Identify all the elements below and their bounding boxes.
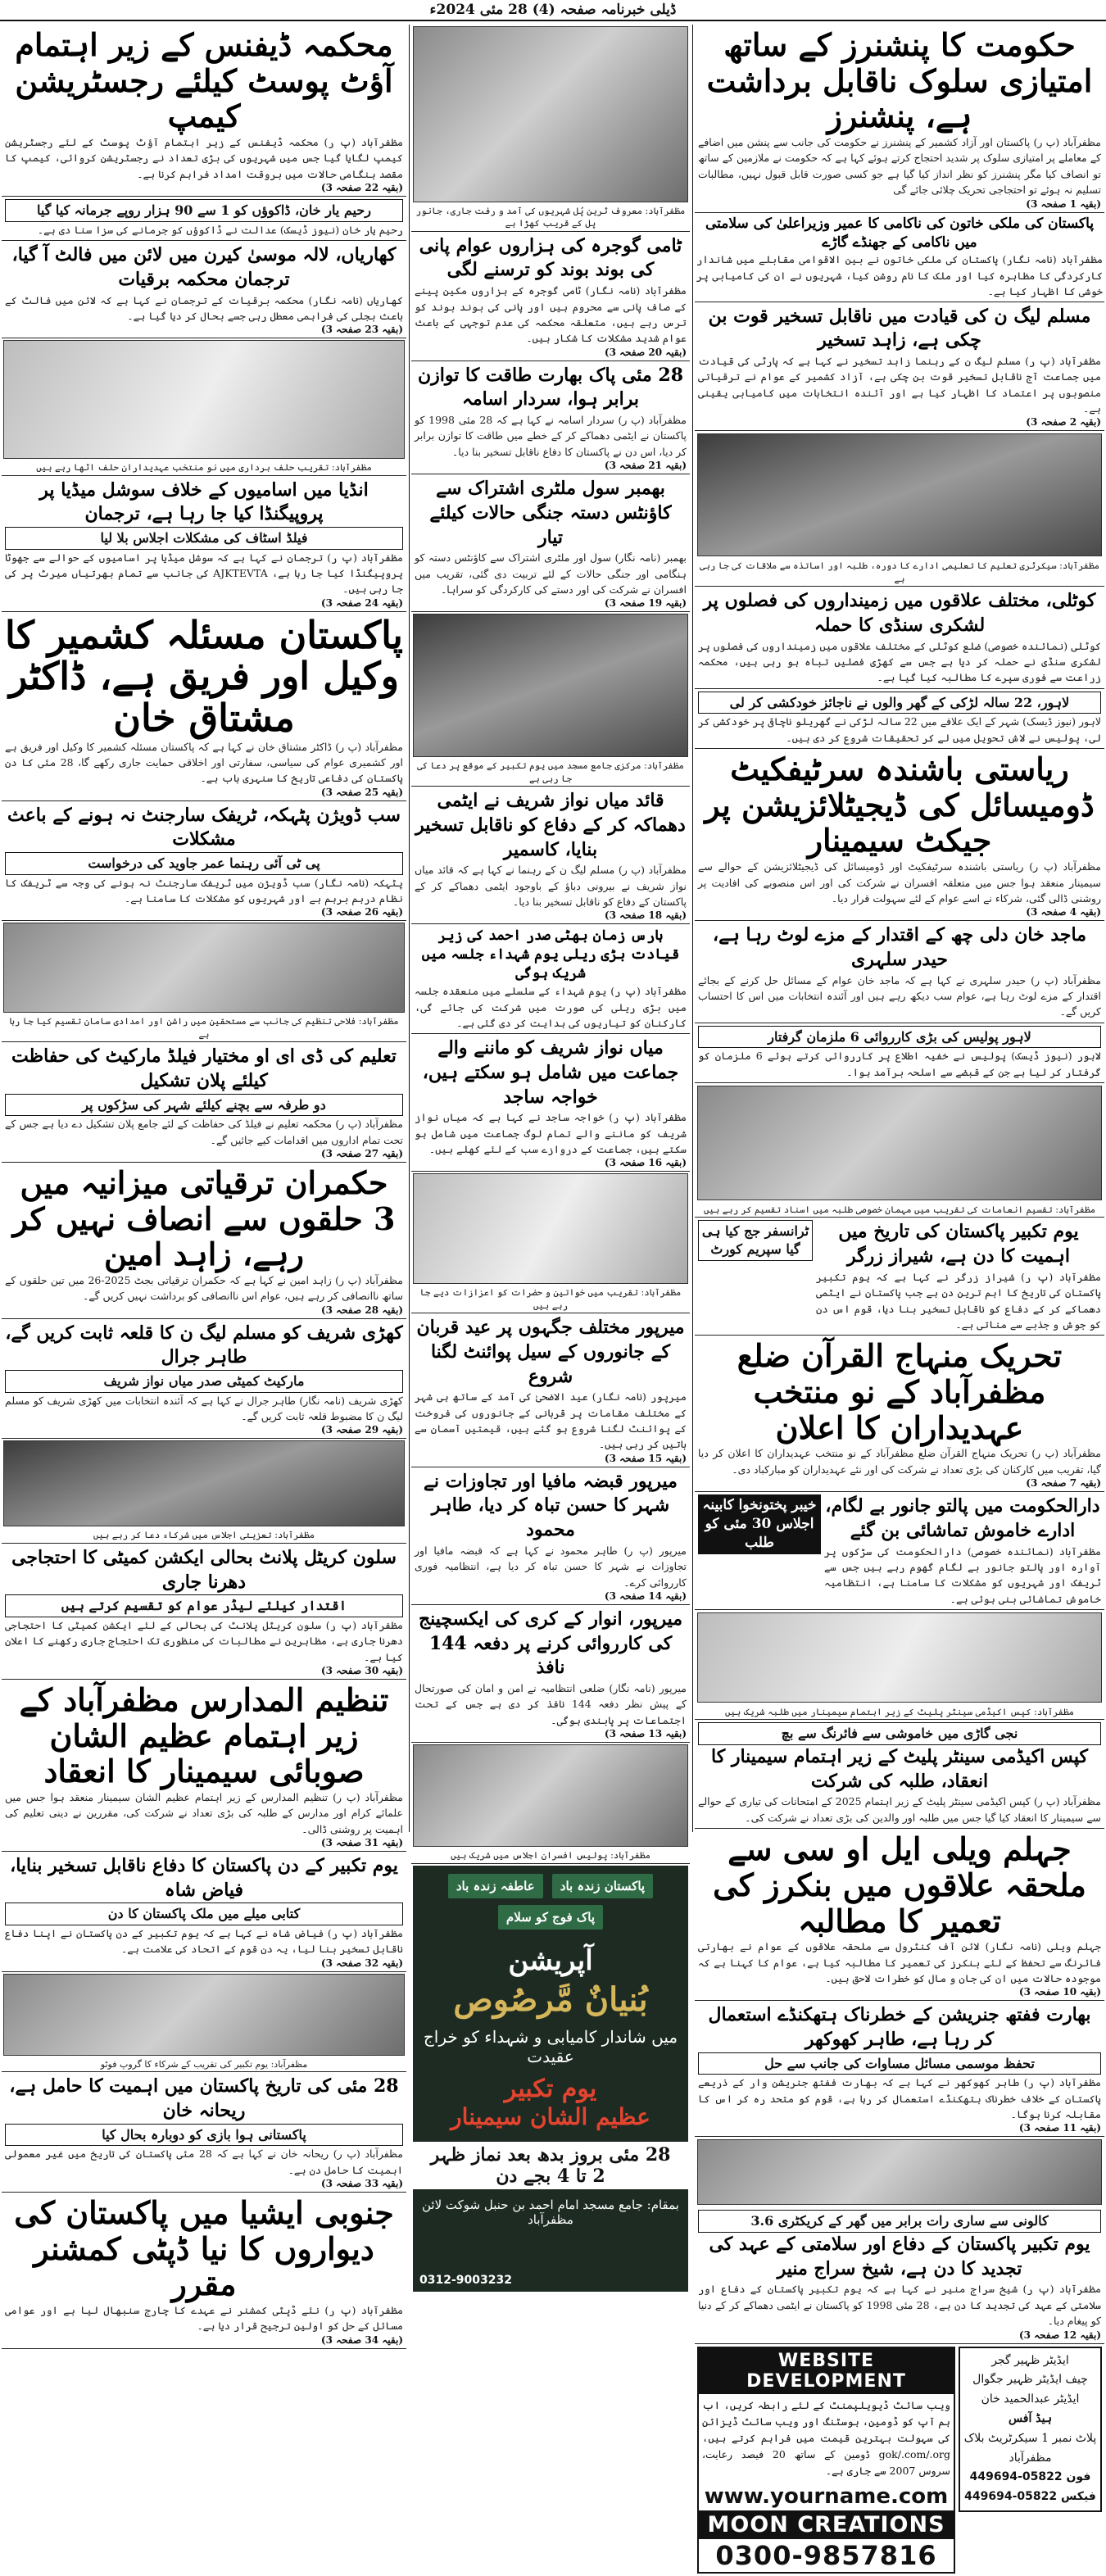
- headline: تحریک منہاج القرآن ضلع مظفرآباد کے نو منتخب عہدیداران کا اعلان: [737, 1337, 1063, 1446]
- headline: تنظیم المدارس مظفرآباد کے زیر اہتمام عظیم الشان صوبائی سیمینار کا انعقاد: [19, 1680, 389, 1790]
- headline: تعلیم کی ڈی ای او مختیار فیلڈ مارکیٹ کی حفاظت کیلئے پلان تشکیل: [11, 1045, 397, 1091]
- story-fifth-gen: [695, 2001, 1104, 2137]
- headline: 28 مئی کی تاریخ پاکستان میں اہمیت کا حامل ہے، ریحانہ خان: [9, 2075, 399, 2121]
- headline: کوٹلی، مختلف علاقوں میں زمینداروں کی فصلوں پر لشکری سنڈی کا حملہ: [703, 590, 1096, 636]
- story-block: [695, 213, 1104, 302]
- headline: ہارس زمان بھٹی صدر احمد کی زیر قیادت بڑی ریلی یوم شہداء جلسہ میں شریک ہوگی: [421, 927, 680, 982]
- imprint-line: پلاٹ نمبر 1 سیکرٹریٹ بلاک مظفرآباد: [963, 2431, 1097, 2465]
- headline: ماجد خان دلی چھ کے اقتدار کے مزے لوٹ رہا ہے، حیدر سلہری: [713, 924, 1086, 970]
- continued-note: (بقیہ 33 صفحہ 3): [320, 2177, 403, 2189]
- headline: کپس اکیڈمی سینٹر پلیٹ کے زیر اہتمام سیمینار کا انعقاد، طلبہ کی شرکت: [711, 1746, 1088, 1792]
- continued-note: (بقیہ 25 صفحہ 3): [320, 786, 403, 798]
- side-headline: نجی گاڑی میں خاموشی سے فائرنگ سے بچ: [698, 1722, 1101, 1745]
- side-headline: تحفظ موسمی مسائل مساوات کی جانب سے حل: [698, 2052, 1101, 2075]
- story-rally: [411, 924, 690, 1034]
- story-body: مظفرآباد (پ ر) تنظیم المدارس کے زیر اہتمام عظیم الشان سیمینار منعقد ہوا جس میں علمائے کرام اور مدارس کے طلبہ کی بڑی تعداد نے شرکت کی، مقررین نے دینی تعلیم کی اہمیت پر روشنی ڈالی۔: [5, 1790, 403, 1835]
- story-body: مظفرآباد (پ ر) مسلم لیگ ن کے رہنما نے کہا ہے کہ قائد میاں نواز شریف نے بیرونی دباؤ کے باوجود ایٹمی دھماکے کر کے پاکستان کے دفاع کو ناقابل تسخیر بنا دیا۔: [415, 864, 687, 908]
- story-body: مظفرآباد (پ ر) مسلم لیگ ن کے رہنما زاہد تسخیر نے کہا ہے کہ پارٹی کی قیادت میں جماعت آج ناقابل تسخیر قوت بن چکی ہے، آزاد کشمیر کے عوام نے ترقیاتی منصوبوں پر اعتماد کا اظہار کیا ہے اور آئندہ انتخابات میں کامیابی یقینی ہے۔: [698, 354, 1101, 415]
- continued-note: (بقیہ 4 صفحہ 3): [1026, 906, 1101, 918]
- photo-caption: مظفرآباد: تعزیتی اجلاس میں شرکاء دعا کر رہے ہیں: [2, 1528, 406, 1543]
- continued-note: (بقیہ 30 صفحہ 3): [320, 1664, 403, 1676]
- photo-caption: مظفرآباد: تقسیم انعامات کی تقریب میں مہمان خصوصی طلبہ میں اسناد تقسیم کر رہے ہیں: [695, 1203, 1104, 1218]
- ad-slogan: عاطفہ زندہ باد: [448, 1874, 543, 1898]
- side-headline: فیلڈ اسٹاف کی مشکلات اجلاس بلا لیا: [5, 527, 403, 550]
- continued-note: (بقیہ 13 صفحہ 3): [604, 1728, 687, 1740]
- story-body: مظفرآباد (پ ر) زاہد امین نے کہا ہے کہ حکمران ترقیاتی بجٹ 2025-26 میں تین حلقوں کے ساتھ ناانصافی کر رہے ہیں، عوام اس ناانصافی کو برداشت نہیں کریں گے۔: [5, 1273, 403, 1303]
- headline: حکمران ترقیاتی میزانیہ میں 3 حلقوں سے انصاف نہیں کر رہے، زاہد امین: [12, 1163, 396, 1273]
- continued-note: (بقیہ 2 صفحہ 3): [1026, 416, 1101, 429]
- story-zahid-amin: [2, 1163, 406, 1319]
- continued-note: (بقیہ 24 صفحہ 3): [320, 596, 403, 609]
- headline: یوم تکبیر پاکستان کے دفاع اور سلامتی کے عہد کی تجدید کا دن ہے، شیخ سراج منیر: [709, 2234, 1090, 2279]
- headline: حکومت کا پنشنرز کے ساتھ امتیازی سلوک ناقابل برداشت ہے، پنشنرز: [706, 26, 1093, 135]
- story-body: میرپور (نامہ نگار) ضلعی انتظامیہ نے امن و امان کی صورتحال کے پیش نظر دفعہ 144 نافذ کر دی ہے جس کے تحت اجتماعات پر پابندی ہوگی۔: [415, 1682, 687, 1726]
- story-body: مظفرآباد (پ ر) خواجہ ساجد نے کہا ہے کہ میاں نواز شریف کو ماننے والے تمام لوگ جماعت میں شامل ہو سکتے ہیں، جماعت کے دروازے سب کے لئے کھلے ہیں۔: [415, 1111, 687, 1156]
- story-zahid: [695, 302, 1104, 432]
- headline: لاہور، 22 سالہ لڑکی کے گھر والوں نے ناجائز خودکشی کر لی: [698, 692, 1101, 714]
- story-body: مظفرآباد (پ ر) سردار اسامہ نے کہا ہے کہ 28 مئی 1998 کو پاکستان نے ایٹمی دھماکے کر کے خطے میں طاقت کا توازن برابر کر دیا، اس دن نے پاکستان کا دفاع ناقابل تسخیر بنا دیا۔: [415, 414, 687, 458]
- story-kips: [695, 1720, 1104, 1829]
- continued-note: (بقیہ 34 صفحہ 3): [320, 2333, 403, 2346]
- ad-operation-label: آپریشن: [508, 1943, 593, 1977]
- headline: سب ڈویژن پٹہکہ، ٹریفک سارجنٹ نہ ہونے کے باعث مشکلات: [7, 804, 401, 850]
- ad-phone: 0300-9857816: [715, 2539, 937, 2571]
- story-madaris: [2, 1680, 406, 1852]
- headline: انڈیا میں اسامیوں کے خلاف سوشل میڈیا پر پروپیگنڈا کیا جا رہا ہے، ترجمان: [39, 478, 369, 525]
- continued-note: (بقیہ 10 صفحہ 3): [1018, 1986, 1101, 1998]
- side-headline: اقتدار کیلئے لیڈر عوام کو تقسیم کرتے ہیں: [5, 1594, 403, 1617]
- story-body: مظفرآباد (پ ر) فیاض شاہ نے کہا ہے کہ یوم تکبیر کے دن پاکستان نے اپنا دفاع ناقابل تسخیر بنا لیا، یہ دن قوم کے اتحاد کی علامت ہے۔: [5, 1927, 403, 1956]
- story-body: مظفرآباد (پ ر) ترجمان نے کہا ہے کہ سوشل میڈیا پر اسامیوں کے حوالے سے جھوٹا پروپیگنڈا کیا جا رہا ہے، AJKTEVTA کی جانب سے تمام بھرتیاں میرٹ پر کی جا رہی ہیں۔: [5, 551, 403, 596]
- column-rule: [409, 25, 410, 1832]
- photo-caption: مظفرآباد: فلاحی تنظیم کی جانب سے مستحقین میں راشن اور امدادی سامان تقسیم کیا جا رہا ہے: [2, 1014, 406, 1042]
- continued-note: (بقیہ 29 صفحہ 3): [320, 1424, 403, 1436]
- ad-url: www.yourname.com: [704, 2483, 949, 2509]
- headline: بھمبر سول ملٹری اشتراک سے کاؤنٹس دستہ جنگی حالات کیلئے تیار: [429, 478, 672, 548]
- story-bunkers: [695, 1829, 1104, 2001]
- left-column: [2, 25, 406, 2346]
- story-shiraz: [695, 1218, 1104, 1336]
- headline: میرپور مختلف جگہوں پر عید قربان کے جانوروں کے سیل پوائنٹ لگنا شروع: [416, 1317, 685, 1387]
- story-body: جہلم ویلی (نامہ نگار) لائن آف کنٹرول سے ملحقہ علاقوں کے عوام نے بھارتی فائرنگ سے تحفظ کے لئے بنکرز کی تعمیر کا مطالبہ کیا ہے، عوام کا کہنا ہے کہ موجودہ حالات میں ان کی جان و مال کو خطرات لاحق ہیں۔: [698, 1940, 1101, 1984]
- headline: رحیم یار خان، ڈاکوؤں کو 1 سے 90 ہزار روپے جرمانہ کیا گیا: [5, 199, 403, 222]
- story-body: کوٹلی (نمائندہ خصوصی) ضلع کوٹلی کے مختلف علاقوں میں زمینداروں کی فصلوں پر لشکری سنڈی نے حملہ کر دیا ہے جس سے کھڑی فصلیں تباہ ہو رہی ہیں، محکمہ زراعت سے فوری سپرے کا مطالبہ کیا گیا ہے۔: [698, 639, 1101, 684]
- story-rehana: [2, 2072, 406, 2193]
- story-ajktevta: [2, 476, 406, 612]
- story-body: لاہور (نیوز ڈیسک) شہر کے ایک علاقے میں 22 سالہ لڑکی نے گھریلو ناچاقی پر خودکشی کر لی، پولیس نے لاش تحویل میں لے کر تحقیقات شروع کر دی ہیں۔: [698, 715, 1101, 744]
- headline: مسلم لیگ ن کی قیادت میں ناقابل تسخیر قوت بن چکی ہے، زاہد تسخیر: [708, 305, 1091, 351]
- story-mushtaq: [2, 612, 406, 801]
- story-mirpur-eid: [411, 1313, 690, 1467]
- news-photo: [3, 923, 405, 1013]
- story-body: پٹہکہ (نامہ نگار) سب ڈویژن میں ٹریفک سارجنٹ نہ ہونے کی وجہ سے ٹریفک کا نظام درہم برہم ہے اور شہریوں کو مشکلات کا سامنا ہے۔: [5, 876, 403, 905]
- side-headline: کتابی میلے میں ملک پاکستان کا دن: [5, 1903, 403, 1925]
- story-lahore-girl: [695, 689, 1104, 749]
- story-section144: [411, 1605, 690, 1743]
- story-body: مظفرآباد (نامہ نگار) پاکستان کی ملکی خاتون نے بین الاقوامی مقابلے میں شاندار کارکردگی کا مظاہرہ کیا اور ملک کا نام روشن کیا، شہریوں نے ان کی کامیابی پر خوشی کا اظہار کیا ہے۔: [696, 253, 1103, 298]
- story-body: میرپور (پ ر) طاہر محمود نے کہا ہے کہ قبضہ مافیا اور تجاوزات نے شہر کا حسن تباہ کر دیا ہے، انتظامیہ فوری کارروائی کرے۔: [415, 1544, 687, 1589]
- story-khawaja: [411, 1034, 690, 1172]
- continued-note: (بقیہ 21 صفحہ 3): [604, 460, 687, 472]
- headline: پاکستان کی ملکی خاتون کی ناکامی کا عمیر وزیراعلیٰ کی سلامتی میں ناکامی کے جھنڈے گاڑے: [705, 215, 1095, 251]
- imprint-line: ہیڈ آفس: [1008, 2411, 1053, 2425]
- seminar-advert: [413, 1866, 688, 2292]
- imprint-line: ایڈیٹر عبدالحمید خان: [981, 2392, 1080, 2406]
- story-mirpur-mafia: [411, 1467, 690, 1605]
- side-headline: دو طرفہ سے بچنے کیلئے شہر کی سڑکوں پر: [5, 1094, 403, 1117]
- headline: سلون کریٹل پلانٹ بحالی ایکشن کمیٹی کا احتجاجی دھرنا جاری: [11, 1546, 397, 1593]
- imprint-line: ایڈیٹر ظہیر گجر: [991, 2353, 1069, 2367]
- story-body: لاہور (نیوز ڈیسک) پولیس نے خفیہ اطلاع پر کارروائی کرتے ہوئے 6 ملزمان کو گرفتار کر لیا ہے جن کے قبضے سے اسلحہ برآمد ہوا۔: [698, 1050, 1101, 1078]
- news-photo: [3, 1974, 405, 2056]
- news-photo: [697, 1612, 1102, 1703]
- column-rule: [692, 25, 693, 1832]
- news-photo: [413, 1744, 688, 1847]
- continued-note: (بقیہ 31 صفحہ 3): [320, 1837, 403, 1849]
- story-tahir-jarral: [2, 1319, 406, 1440]
- page-header: ڈیلی خبرنامہ صفحہ (4) 28 مئی 2024ء: [0, 0, 1106, 21]
- story-body: مظفرآباد (پ ر) محکمہ ڈیفنس کے زیر اہتمام آؤٹ پوسٹ کے لئے رجسٹریشن کیمپ لگایا گیا جس میں شہریوں کی بڑی تعداد نے رجسٹریشن کروائی، کیمپ کا مقصد ہنگامی حالات میں بروقت امداد فراہم کرنا ہے۔: [5, 136, 403, 180]
- headline: 28 مئی پاک بھارت طاقت کا توازن برابر ہوا، سردار اسامہ: [417, 364, 684, 410]
- continued-note: (بقیہ 18 صفحہ 3): [604, 909, 687, 922]
- story-domicile: [695, 749, 1104, 921]
- news-photo: [697, 2139, 1102, 2205]
- story-body: بھمبر (نامہ نگار) سول اور ملٹری اشتراک سے کاؤنٹس دستہ کو ہنگامی اور جنگی حالات کے لئے تربیت دی گئی، تقریب میں افسران نے شرکت کی اور دستے کی کارکردگی کو سراہا۔: [415, 551, 687, 596]
- news-photo: [413, 1173, 688, 1284]
- story-body: مظفرآباد (پ ر) پاکستان اور آزاد کشمیر کے پنشنرز نے حکومت کی جانب سے پنشن میں اضافے کے معاملے پر امتیازی سلوک پر شدید احتجاج کرتے ہوئے کہا ہے کہ حکومت نے ملازمین کے ساتھ تو انصاف کیا مگر پنشنرز کو نظر انداز کیا گیا ہے جو کسی صورت قابل قبول نہیں، مطالبات تسلیم نہ ہوئے تو احتجاجی تحریک چلائی جائے گی: [698, 136, 1101, 197]
- continued-note: (بقیہ 16 صفحہ 3): [604, 1157, 687, 1169]
- ad-body: ویب سائٹ ڈیویلپمنٹ کے لئے رابطہ کریں، اب ہم آپ کو ڈومین، ہوسٹنگ اور ویب سائٹ ڈیزائن کی سہولت بہترین قیمت میں فراہم کرتے ہیں، gok/.com/.org ڈومین کے ساتھ 20 فیصد رعایت، سروس 2007 سے جاری ہے۔: [702, 2398, 951, 2477]
- side-headline: خیبر پختونخوا کابینہ اجلاس 30 مئی کو طلب: [698, 1494, 821, 1554]
- continued-note: (بقیہ 19 صفحہ 3): [604, 597, 687, 610]
- story-education: [2, 1042, 406, 1163]
- story-body: مظفرآباد (پ ر) تحریک منہاج القرآن ضلع مظفرآباد کے نو منتخب عہدیداران کا اعلان کر دیا گیا، تقریب میں کارکنان کی بڑی تعداد نے شرکت کی اور نئے عہدیداران کو مبارکباد دی۔: [698, 1447, 1101, 1476]
- continued-note: (بقیہ 22 صفحہ 3): [320, 182, 403, 194]
- ad-tribute: میں شاندار کامیابی و شہداء کو خراج عقیدت: [423, 2026, 678, 2066]
- ad-slogan: پاک فوج کو سلام: [498, 1905, 603, 1930]
- continued-note: (بقیہ 1 صفحہ 3): [1026, 197, 1101, 210]
- continued-note: (بقیہ 15 صفحہ 3): [604, 1452, 687, 1464]
- imprint-box: [959, 2347, 1102, 2512]
- right-column: [695, 25, 1104, 2571]
- photo-caption: مظفرآباد: تقریب حلف برداری میں نو منتخب عہدیداران حلف اٹھا رہے ہیں: [2, 460, 406, 475]
- news-photo: [697, 433, 1102, 556]
- story-body: مظفرآباد (پ ر) ڈاکٹر مشتاق خان نے کہا ہے کہ پاکستان مسئلہ کشمیر کا وکیل اور فریق ہے اور کشمیری عوام کی سیاسی، سفارتی اور اخلاقی حمایت جاری رکھے گا، 28 مئی کا دن پاکستان کی دفاعی تاریخ کا سنہری باب ہے۔: [5, 740, 403, 785]
- news-photo: [3, 1440, 405, 1526]
- story-body: مظفرآباد (نمائندہ خصوصی) دارالحکومت کی سڑکوں پر آوارہ اور پالتو جانور بے لگام گھوم رہے ہیں جس سے ٹریفک اور شہریوں کو مشکلات کا سامنا ہے، انتظامیہ خاموش تماشائی بنی ہوئی ہے۔: [824, 1544, 1101, 1605]
- story-minhaj: [695, 1336, 1104, 1492]
- ad-venue: بمقام: جامع مسجد امام احمد بن حنبل شوکت لائن مظفرآباد: [422, 2197, 679, 2227]
- photo-caption: مظفرآباد: تقریب میں خواتین و حضرات کو اعزازات دیے جا رہے ہیں: [411, 1286, 690, 1313]
- side-headline: ٹرانسفر جج کیا ہی گیا سپریم کورٹ: [698, 1220, 813, 1260]
- photo-caption: مظفرآباد: کپس اکیڈمی سینٹر پلیٹ کے زیر اہتمام سیمینار میں طلبہ شریک ہیں: [695, 1705, 1104, 1720]
- news-photo: [3, 340, 405, 459]
- continued-note: (بقیہ 20 صفحہ 3): [604, 346, 687, 358]
- story-water: [411, 232, 690, 361]
- photo-caption: مظفرآباد: پولیس افسران اجلاس میں شریک ہیں: [411, 1848, 690, 1863]
- imprint-line: چیف ایڈیٹر ظہیر جگوال: [972, 2373, 1088, 2387]
- ad-slogan: پاکستان زندہ باد: [552, 1874, 653, 1898]
- story-traffic: [2, 801, 406, 922]
- story-body: مظفرآباد (پ ر) ریحانہ خان نے کہا ہے کہ 28 مئی پاکستان کی تاریخ میں غیر معمولی اہمیت کا حامل دن ہے۔: [5, 2147, 403, 2176]
- continued-note: (بقیہ 14 صفحہ 3): [604, 1590, 687, 1602]
- story-nawaz: [411, 787, 690, 924]
- fax-number: فیکس 05822-449694: [964, 2490, 1096, 2504]
- story-salon-plant: [2, 1544, 406, 1680]
- story-siraj: [695, 2207, 1104, 2343]
- middle-column: [411, 25, 690, 2287]
- continued-note: (بقیہ 11 صفحہ 3): [1018, 2122, 1101, 2134]
- headline: جہلم ویلی ایل او سی سے ملحقہ علاقوں میں بنکرز کی تعمیر کا مطالبہ: [713, 1830, 1086, 1939]
- side-headline: پی ٹی آئی رہنما عمر جاوید کی درخواست: [5, 852, 403, 875]
- story-body: مظفرآباد (پ ر) یوم شہداء کے سلسلے میں منعقدہ جلسہ میں بڑی ریلی کی صورت میں شرکت کی جائے گی، کارکنان کو تیاریوں کی ہدایت کر دی گئی ہے۔: [415, 985, 687, 1029]
- story-animals: [695, 1492, 1104, 1610]
- story-pensioners: [695, 25, 1104, 213]
- story-body: رحیم یار خان (نیوز ڈیسک) عدالت نے ڈاکوؤں کو جرمانے کی سزا سنا دی ہے۔: [37, 223, 403, 236]
- headline: جنوبی ایشیا میں پاکستان کی دیواروں کا نیا ڈپٹی کمشنر مقرر: [14, 2193, 394, 2303]
- ad-operation-name: بُنیانٌ مَّرصُوص: [453, 1980, 648, 2019]
- ad-event-title: یوم تکبیر: [504, 2074, 597, 2103]
- story-body: مظفرآباد (پ ر) سلون کریٹل پلانٹ کی بحالی کے لئے ایکشن کمیٹی کا احتجاجی دھرنا جاری ہے، مظاہرین نے مطالبات کی منظوری تک احتجاج جاری رکھنے کا اعلان کیا ہے۔: [5, 1618, 403, 1663]
- story-body: مظفرآباد (پ ر) ریاستی باشندہ سرٹیفکیٹ اور ڈومیسائل کی ڈیجیٹلائزیشن کے حوالے سے سیمینار منعقد ہوا جس میں متعلقہ افسران نے شرکت کی اور اس منصوبے کی افادیت پر روشنی ڈالی گئی، شرکاء نے اسے عوام کے لئے سہولت قرار دیا۔: [698, 860, 1101, 905]
- photo-caption: مظفرآباد: یوم تکبیر کی تقریب کے شرکاء کا گروپ فوٹو: [2, 2057, 406, 2072]
- headline: یوم تکبیر کے دن پاکستان کا دفاع ناقابل تسخیر بنایا، فیاض شاہ: [10, 1855, 398, 1901]
- continued-note: (بقیہ 7 صفحہ 3): [1026, 1477, 1101, 1490]
- continued-note: (بقیہ 12 صفحہ 3): [1018, 2329, 1101, 2341]
- side-headline: پاکستانی ہوا بازی کو دوبارہ بحال کیا: [5, 2124, 403, 2147]
- headline: میاں نواز شریف کو ماننے والے جماعت میں شامل ہو سکتے ہیں، خواجہ ساجد: [422, 1037, 679, 1108]
- headline: بھارت ففتھ جنریشن کے خطرناک ہتھکنڈے استعمال کر رہا ہے، طاہر کھوکھر: [708, 2004, 1091, 2051]
- photo-caption: مظفرآباد: معروف ٹرین پُل شہریوں کی آمد و رفت جاری، جانور پل کے قریب کھڑا ہے: [411, 204, 690, 232]
- headline: لاہور پولیس کی بڑی کارروائی 6 ملزمان گرفتار: [698, 1026, 1101, 1049]
- headline: دارالحکومت میں پالتو جانور بے لگام، ادارے خاموش تماشائی بن گئے: [825, 1495, 1100, 1541]
- story-body: مظفرآباد (نامہ نگار) ٹامی گوجرہ کے ہزاروں مکین پینے کے صاف پانی سے محروم ہیں اور پانی کی بوند بوند کو ترس رہے ہیں، متعلقہ محکمہ کی عدم توجہی کے باعث عوام شدید مشکلات کا شکار ہیں۔: [415, 284, 687, 345]
- story-osama: [411, 361, 690, 475]
- story-body: مظفرآباد (پ ر) محکمہ تعلیم نے فیلڈ کی حفاظت کے لئے جامع پلان تشکیل دے دیا ہے جس کے تحت تمام اداروں میں اقدامات کیے جائیں گے۔: [5, 1118, 403, 1146]
- headline: میرپور، انوار کے کری کی ایکسچینج کی کارروائی کرنے پر دفعہ 144 نافذ: [418, 1608, 683, 1679]
- story-fayaz: [2, 1852, 406, 1972]
- story-body: مظفرآباد (پ ر) نئے ڈپٹی کمشنر نے عہدے کا چارج سنبھال لیا ہے اور عوامی مسائل کے حل کو اولین ترجیح قرار دیا ہے۔: [5, 2303, 403, 2333]
- story-rahim-yar: [2, 197, 406, 241]
- story-kotli: [695, 587, 1104, 689]
- side-headline: مارکیٹ کمیٹی صدر میاں نواز شریف: [5, 1370, 403, 1393]
- ad-event-subtitle: عظیم الشان سیمینار: [451, 2102, 650, 2130]
- story-lahore-police: [695, 1023, 1104, 1083]
- news-photo: [697, 1086, 1102, 1200]
- headline: ریاستی باشندہ سرٹیفکیٹ ڈومیسائل کی ڈیجیٹلائزیشن پر جیکٹ سیمینار: [705, 751, 1095, 859]
- news-photo: [413, 26, 688, 202]
- continued-note: (بقیہ 28 صفحہ 3): [320, 1304, 403, 1316]
- story-body: کھڑی شریف (نامہ نگار) طاہر جرال نے کہا ہے کہ آئندہ انتخابات میں کھڑی شریف کو مسلم لیگ ن کا مضبوط قلعہ ثابت کریں گے۔: [5, 1394, 403, 1423]
- story-body: کھاریاں (نامہ نگار) محکمہ برقیات کے ترجمان نے کہا ہے کہ لائن میں فالٹ کے باعث بجلی کی فراہمی معطل رہی جسے بحال کر دیا گیا ہے۔: [5, 293, 403, 322]
- continued-note: (بقیہ 32 صفحہ 3): [320, 1957, 403, 1969]
- story-body: میرپور (نامہ نگار) عید الاضحیٰ کی آمد کے ساتھ ہی شہر کے مختلف مقامات پر قربانی کے جانوروں کی فروخت کے پوائنٹ لگنا شروع ہو گئے ہیں، قیمتیں آسمان سے باتیں کر رہی ہیں۔: [415, 1390, 687, 1451]
- ad-phone: 0312-9003232: [419, 2273, 512, 2287]
- phone-number: فون 05822-449694: [969, 2470, 1091, 2484]
- ad-title: WEBSITE DEVELOPMENT: [699, 2348, 954, 2394]
- headline: ٹامی گوجرہ کی ہزاروں عوام پانی کی بوند بوند کو ترسنے لگی: [419, 234, 682, 281]
- story-majid: [695, 921, 1104, 1023]
- story-body: مظفرآباد (پ ر) حیدر سلہری نے کہا ہے کہ ماجد خان عوام کے مسائل حل کرنے کے بجائے اقتدار کے مزے لوٹ رہا ہے، عوام سب دیکھ رہے ہیں اور آئندہ انتخابات میں اس کا احتساب کریں گے۔: [698, 973, 1101, 1018]
- story-kharian: [2, 241, 406, 338]
- side-headline: کالونی سے ساری رات برابر میں گھر کے کریکٹری 3.6: [698, 2210, 1101, 2233]
- continued-note: (بقیہ 27 صفحہ 3): [320, 1147, 403, 1159]
- headline: کھڑی شریف کو مسلم لیگ ن کا قلعہ ثابت کریں گے، طاہر جرال: [5, 1322, 403, 1368]
- story-dc: [2, 2193, 406, 2349]
- continued-note: (بقیہ 23 صفحہ 3): [320, 324, 403, 336]
- ad-date-time: 28 مئی بروز بدھ بعد نماز ظہر 2 تا 4 بجے دن: [413, 2142, 688, 2189]
- website-ad: [697, 2347, 955, 2574]
- photo-caption: مظفرآباد: سیکرٹری تعلیم کا تعلیمی ادارے کا دورہ، طلبہ اور اساتذہ سے ملاقات کی جا رہی ہے: [695, 559, 1104, 587]
- continued-note: (بقیہ 26 صفحہ 3): [320, 906, 403, 918]
- story-defence-camp: [2, 25, 406, 197]
- photo-caption: مظفرآباد: مرکزی جامع مسجد میں یوم تکبیر کے موقع پر دعا کی جا رہی ہے: [411, 759, 690, 787]
- story-body: مظفرآباد (پ ر) شیراز زرگر نے کہا ہے کہ یوم تکبیر پاکستان کی تاریخ کا اہم ترین دن ہے جب پاکستان نے ایٹمی دھماکے کر کے دفاع کو ناقابل تسخیر بنا دیا، قوم اس دن کو جوش و جذبے سے مناتی ہے۔: [816, 1270, 1101, 1331]
- headline: کھاریاں، لالہ موسیٰ کیرن میں لائن میں فالٹ آ گیا، ترجمان محکمہ برقیات: [11, 244, 397, 290]
- headline: میرپور قبضہ مافیا اور تجاوزات نے شہر کا حسن تباہ کر دیا، طاہر محمود: [424, 1470, 678, 1541]
- headline: پاکستان مسئلہ کشمیر کا وکیل اور فریق ہے، ڈاکٹر مشتاق خان: [5, 612, 403, 740]
- story-body: مظفرآباد (پ ر) شیخ سراج منیر نے کہا ہے کہ یوم تکبیر پاکستان کے دفاع اور سلامتی کے عہد کی تجدید کا دن ہے، 28 مئی 1998 کو پاکستان نے ایٹمی دھماکے کر کے دنیا کو پیغام دیا۔: [698, 2283, 1101, 2328]
- ad-company: MOON CREATIONS: [699, 2510, 954, 2539]
- story-bhimber: [411, 474, 690, 612]
- news-photo: [413, 614, 688, 757]
- headline: قائد میاں نواز شریف نے ایٹمی دھماکہ کر کے دفاع کو ناقابل تسخیر بنایا، کاسمیر: [415, 790, 686, 860]
- story-body: مظفرآباد (پ ر) کپس اکیڈمی سینٹر پلیٹ کے زیر اہتمام 2025 کے امتحانات کی تیاری کے حوالے سے سیمینار کا انعقاد کیا گیا جس میں طلبہ اور والدین کی بڑی تعداد نے شرکت کی۔: [698, 1795, 1101, 1824]
- headline: یوم تکبیر پاکستان کی تاریخ میں اہمیت کا دن ہے، شیراز زرگر: [838, 1221, 1079, 1268]
- story-body: مظفرآباد (پ ر) طاہر کھوکھر نے کہا ہے کہ بھارت ففتھ جنریشن وار کے ذریعے پاکستان کے خلاف خطرناک ہتھکنڈے استعمال کر رہا ہے، قوم کو متحد رہ کر اس کا مقابلہ کرنا ہوگا۔: [698, 2076, 1101, 2121]
- headline: محکمہ ڈیفنس کے زیر اہتمام آؤٹ پوسٹ کیلئے رجسٹریشن کیمپ: [15, 26, 393, 135]
